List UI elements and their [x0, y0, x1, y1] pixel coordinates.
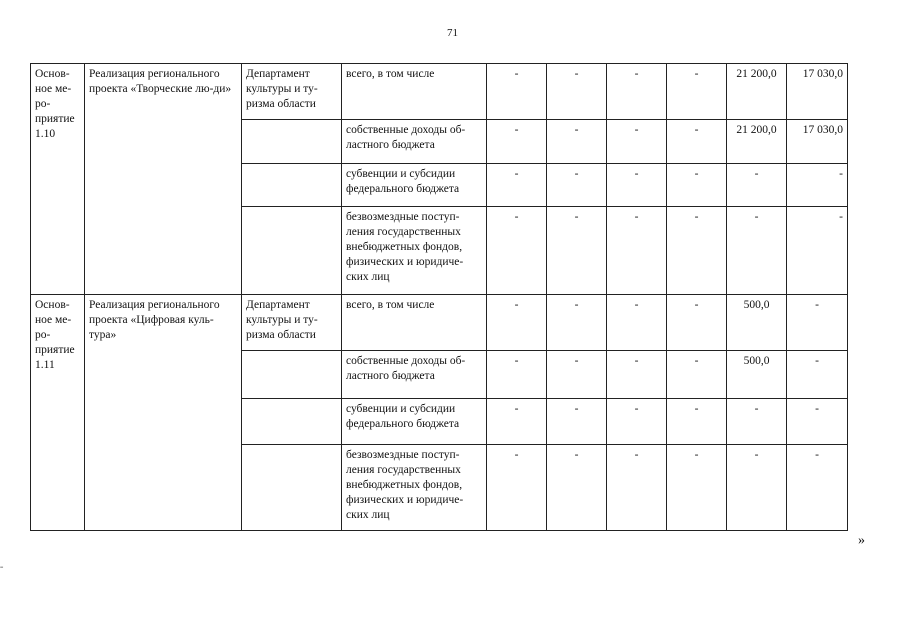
value-cell: - — [667, 445, 727, 531]
project-name-cell: Реализация регионального проекта «Цифровая куль-тура» — [85, 295, 242, 531]
value-cell: - — [487, 351, 547, 399]
funding-source-cell: всего, в том числе — [342, 64, 487, 120]
value-cell: - — [667, 64, 727, 120]
closing-quote: » — [858, 533, 865, 548]
value-cell: - — [787, 164, 848, 207]
value-cell: - — [487, 120, 547, 164]
empty-cell — [242, 207, 342, 295]
value-cell: - — [727, 207, 787, 295]
value-cell: - — [607, 164, 667, 207]
value-cell: - — [487, 164, 547, 207]
measure-cell: Основ-ное ме-ро-приятие 1.10 — [31, 64, 85, 295]
value-cell: - — [607, 351, 667, 399]
funding-source-cell: безвозмездные поступ-ления государственных внебюджетных фондов, физических и юридиче-ских лиц — [342, 207, 487, 295]
value-cell: - — [607, 295, 667, 351]
value-cell: - — [787, 399, 848, 445]
funding-source-cell: всего, в том числе — [342, 295, 487, 351]
empty-cell — [242, 445, 342, 531]
value-cell: - — [607, 207, 667, 295]
value-cell: - — [487, 399, 547, 445]
value-cell: 21 200,0 — [727, 120, 787, 164]
value-cell: - — [607, 64, 667, 120]
value-cell: - — [727, 445, 787, 531]
value-cell: - — [547, 351, 607, 399]
page-number: 71 — [447, 27, 458, 39]
value-cell: - — [487, 445, 547, 531]
value-cell: 500,0 — [727, 351, 787, 399]
empty-cell — [242, 120, 342, 164]
value-cell: - — [547, 399, 607, 445]
value-cell: - — [667, 207, 727, 295]
funding-source-cell: субвенции и субсидии федерального бюджета — [342, 399, 487, 445]
value-cell: - — [787, 445, 848, 531]
budget-table — [30, 63, 848, 531]
funding-source-cell: собственные доходы об-ластного бюджета — [342, 351, 487, 399]
value-cell: - — [607, 445, 667, 531]
table-row — [31, 295, 848, 351]
value-cell: 17 030,0 — [787, 120, 848, 164]
table-body — [31, 64, 848, 531]
value-cell: - — [547, 295, 607, 351]
department-cell: Департамент культуры и ту-ризма области — [242, 295, 342, 351]
value-cell: - — [547, 445, 607, 531]
project-name-cell: Реализация регионального проекта «Творческие лю-ди» — [85, 64, 242, 295]
value-cell: - — [607, 399, 667, 445]
value-cell: 17 030,0 — [787, 64, 848, 120]
value-cell: - — [547, 64, 607, 120]
margin-mark: ≡ — [0, 565, 4, 571]
value-cell: 21 200,0 — [727, 64, 787, 120]
value-cell: - — [667, 399, 727, 445]
empty-cell — [242, 164, 342, 207]
value-cell: - — [547, 120, 607, 164]
value-cell: - — [547, 207, 607, 295]
funding-source-cell: субвенции и субсидии федерального бюджета — [342, 164, 487, 207]
table-row — [31, 64, 848, 120]
measure-cell: Основ-ное ме-ро-приятие 1.11 — [31, 295, 85, 531]
value-cell: - — [727, 399, 787, 445]
empty-cell — [242, 399, 342, 445]
value-cell: - — [487, 295, 547, 351]
value-cell: - — [667, 120, 727, 164]
value-cell: - — [667, 295, 727, 351]
value-cell: - — [787, 207, 848, 295]
value-cell: - — [667, 164, 727, 207]
value-cell: - — [787, 295, 848, 351]
department-cell: Департамент культуры и ту-ризма области — [242, 64, 342, 120]
value-cell: - — [727, 164, 787, 207]
value-cell: - — [787, 351, 848, 399]
value-cell: - — [547, 164, 607, 207]
value-cell: - — [607, 120, 667, 164]
value-cell: - — [487, 207, 547, 295]
value-cell: - — [487, 64, 547, 120]
empty-cell — [242, 351, 342, 399]
value-cell: - — [667, 351, 727, 399]
value-cell: 500,0 — [727, 295, 787, 351]
funding-source-cell: собственные доходы об-ластного бюджета — [342, 120, 487, 164]
funding-source-cell: безвозмездные поступ-ления государственных внебюджетных фондов, физических и юридиче-ских лиц — [342, 445, 487, 531]
